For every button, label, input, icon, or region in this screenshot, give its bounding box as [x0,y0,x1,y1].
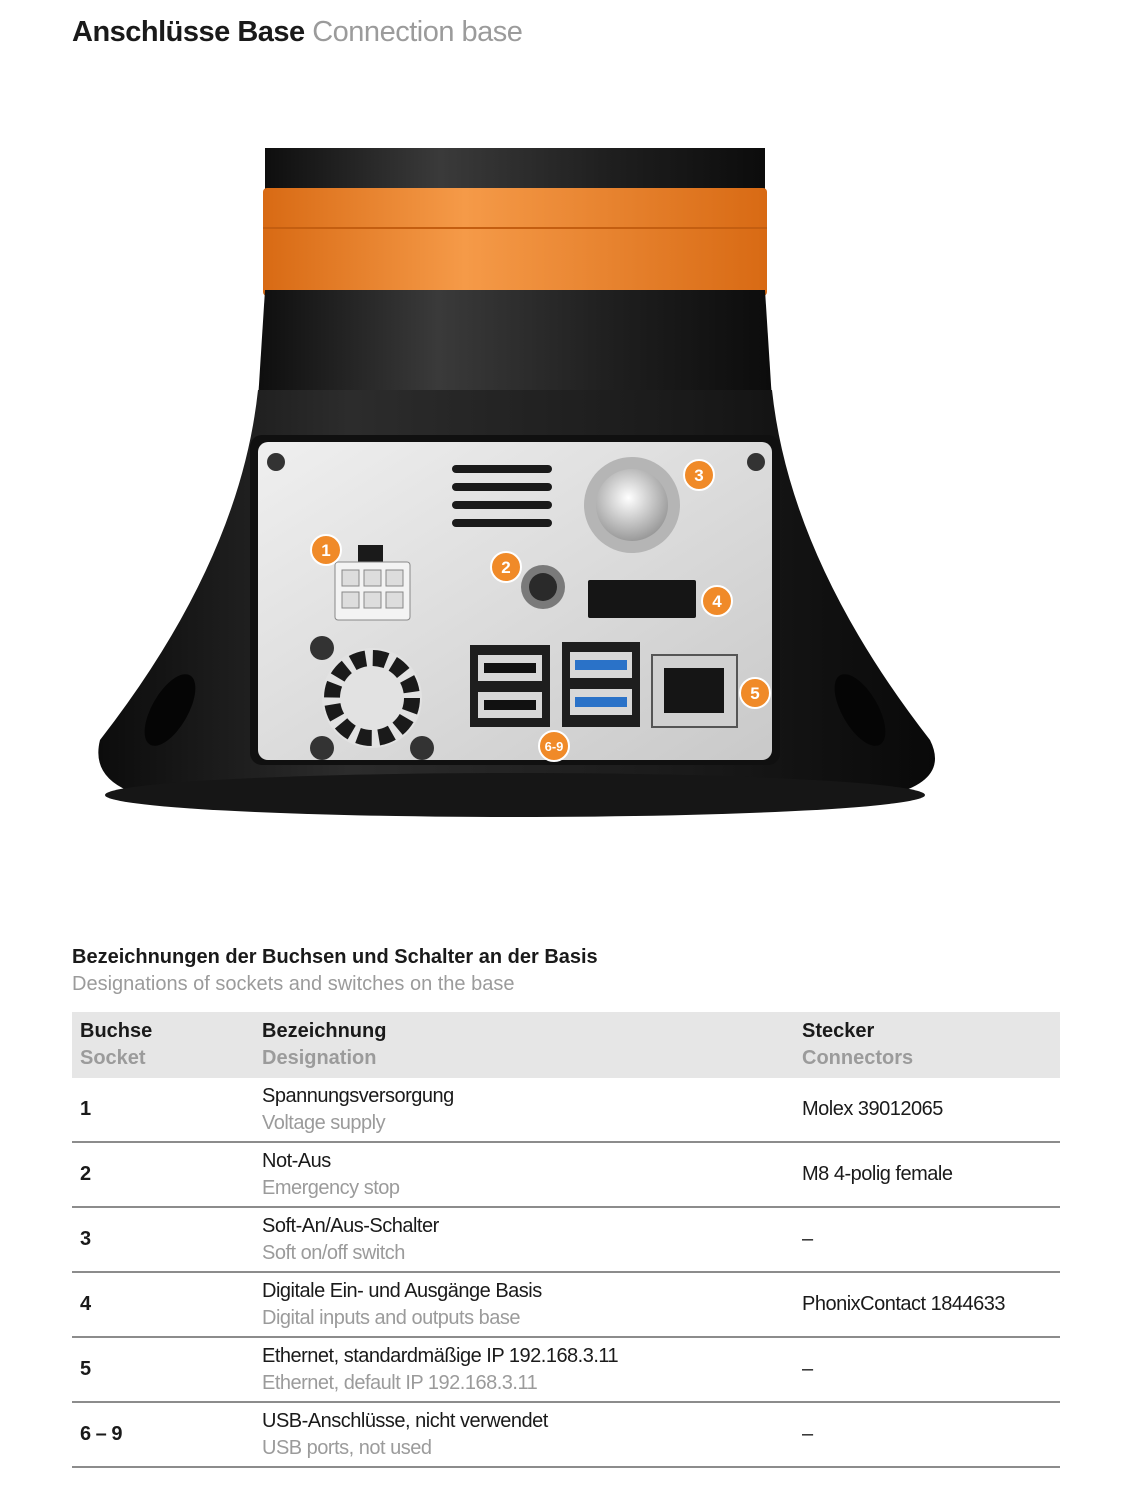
table-header-row [72,1012,1060,1078]
page-title-de: Anschlüsse Base [72,16,305,48]
section-heading-en: Designations of sockets and switches on the base [72,973,515,995]
socket-number: 4 [72,1272,254,1337]
connector-cell: – [794,1402,1060,1467]
header-designation: Bezeichnung Designation [254,1012,794,1078]
socket-number: 2 [72,1142,254,1207]
callout-2: 2 [501,558,511,577]
orange-ring [263,188,767,296]
connector-cell: – [794,1337,1060,1402]
callout-1: 1 [321,541,331,560]
designation-cell: USB-Anschlüsse, nicht verwendet USB ports, not used [254,1402,794,1467]
section-heading-de: Bezeichnungen der Buchsen und Schalter an der Basis [72,946,598,968]
designation-cell: Not-Aus Emergency stop [254,1142,794,1207]
header-socket: Buchse Socket [72,1012,254,1078]
usb3-ports [562,642,640,727]
usb2-ports [470,645,550,727]
connector-cell: – [794,1207,1060,1272]
callout-5: 5 [750,684,760,703]
ethernet-port [652,655,737,727]
connector-cell: Molex 39012065 [794,1078,1060,1142]
connector-cell: PhonixContact 1844633 [794,1272,1060,1337]
designation-cell: Spannungsversorgung Voltage supply [254,1078,794,1142]
table-row [72,1402,1060,1467]
page-title [72,16,522,49]
socket-number: 6 – 9 [72,1402,254,1467]
designation-cell: Soft-An/Aus-Schalter Soft on/off switch [254,1207,794,1272]
table-row [72,1272,1060,1337]
callout-6-9: 6-9 [544,739,564,754]
table-row [72,1337,1060,1402]
socket-number: 3 [72,1207,254,1272]
connection-base-photo [60,140,970,840]
sockets-table [72,1012,1060,1468]
table-row [72,1142,1060,1207]
socket-number: 5 [72,1337,254,1402]
designation-cell: Ethernet, standardmäßige IP 192.168.3.11 Ethernet, default IP 192.168.3.11 [254,1337,794,1402]
section-heading [72,944,598,998]
digital-io-header [588,580,696,618]
socket-number: 1 [72,1078,254,1142]
callout-3: 3 [694,466,704,485]
header-connectors: Stecker Connectors [794,1012,1060,1078]
connector-cell: M8 4-polig female [794,1142,1060,1207]
callout-4: 4 [712,592,722,611]
designation-cell: Digitale Ein- und Ausgänge Basis Digital inputs and outputs base [254,1272,794,1337]
base-neck [258,290,772,400]
page-title-en: Connection base [312,16,523,48]
table-row [72,1207,1060,1272]
table-row [72,1078,1060,1142]
